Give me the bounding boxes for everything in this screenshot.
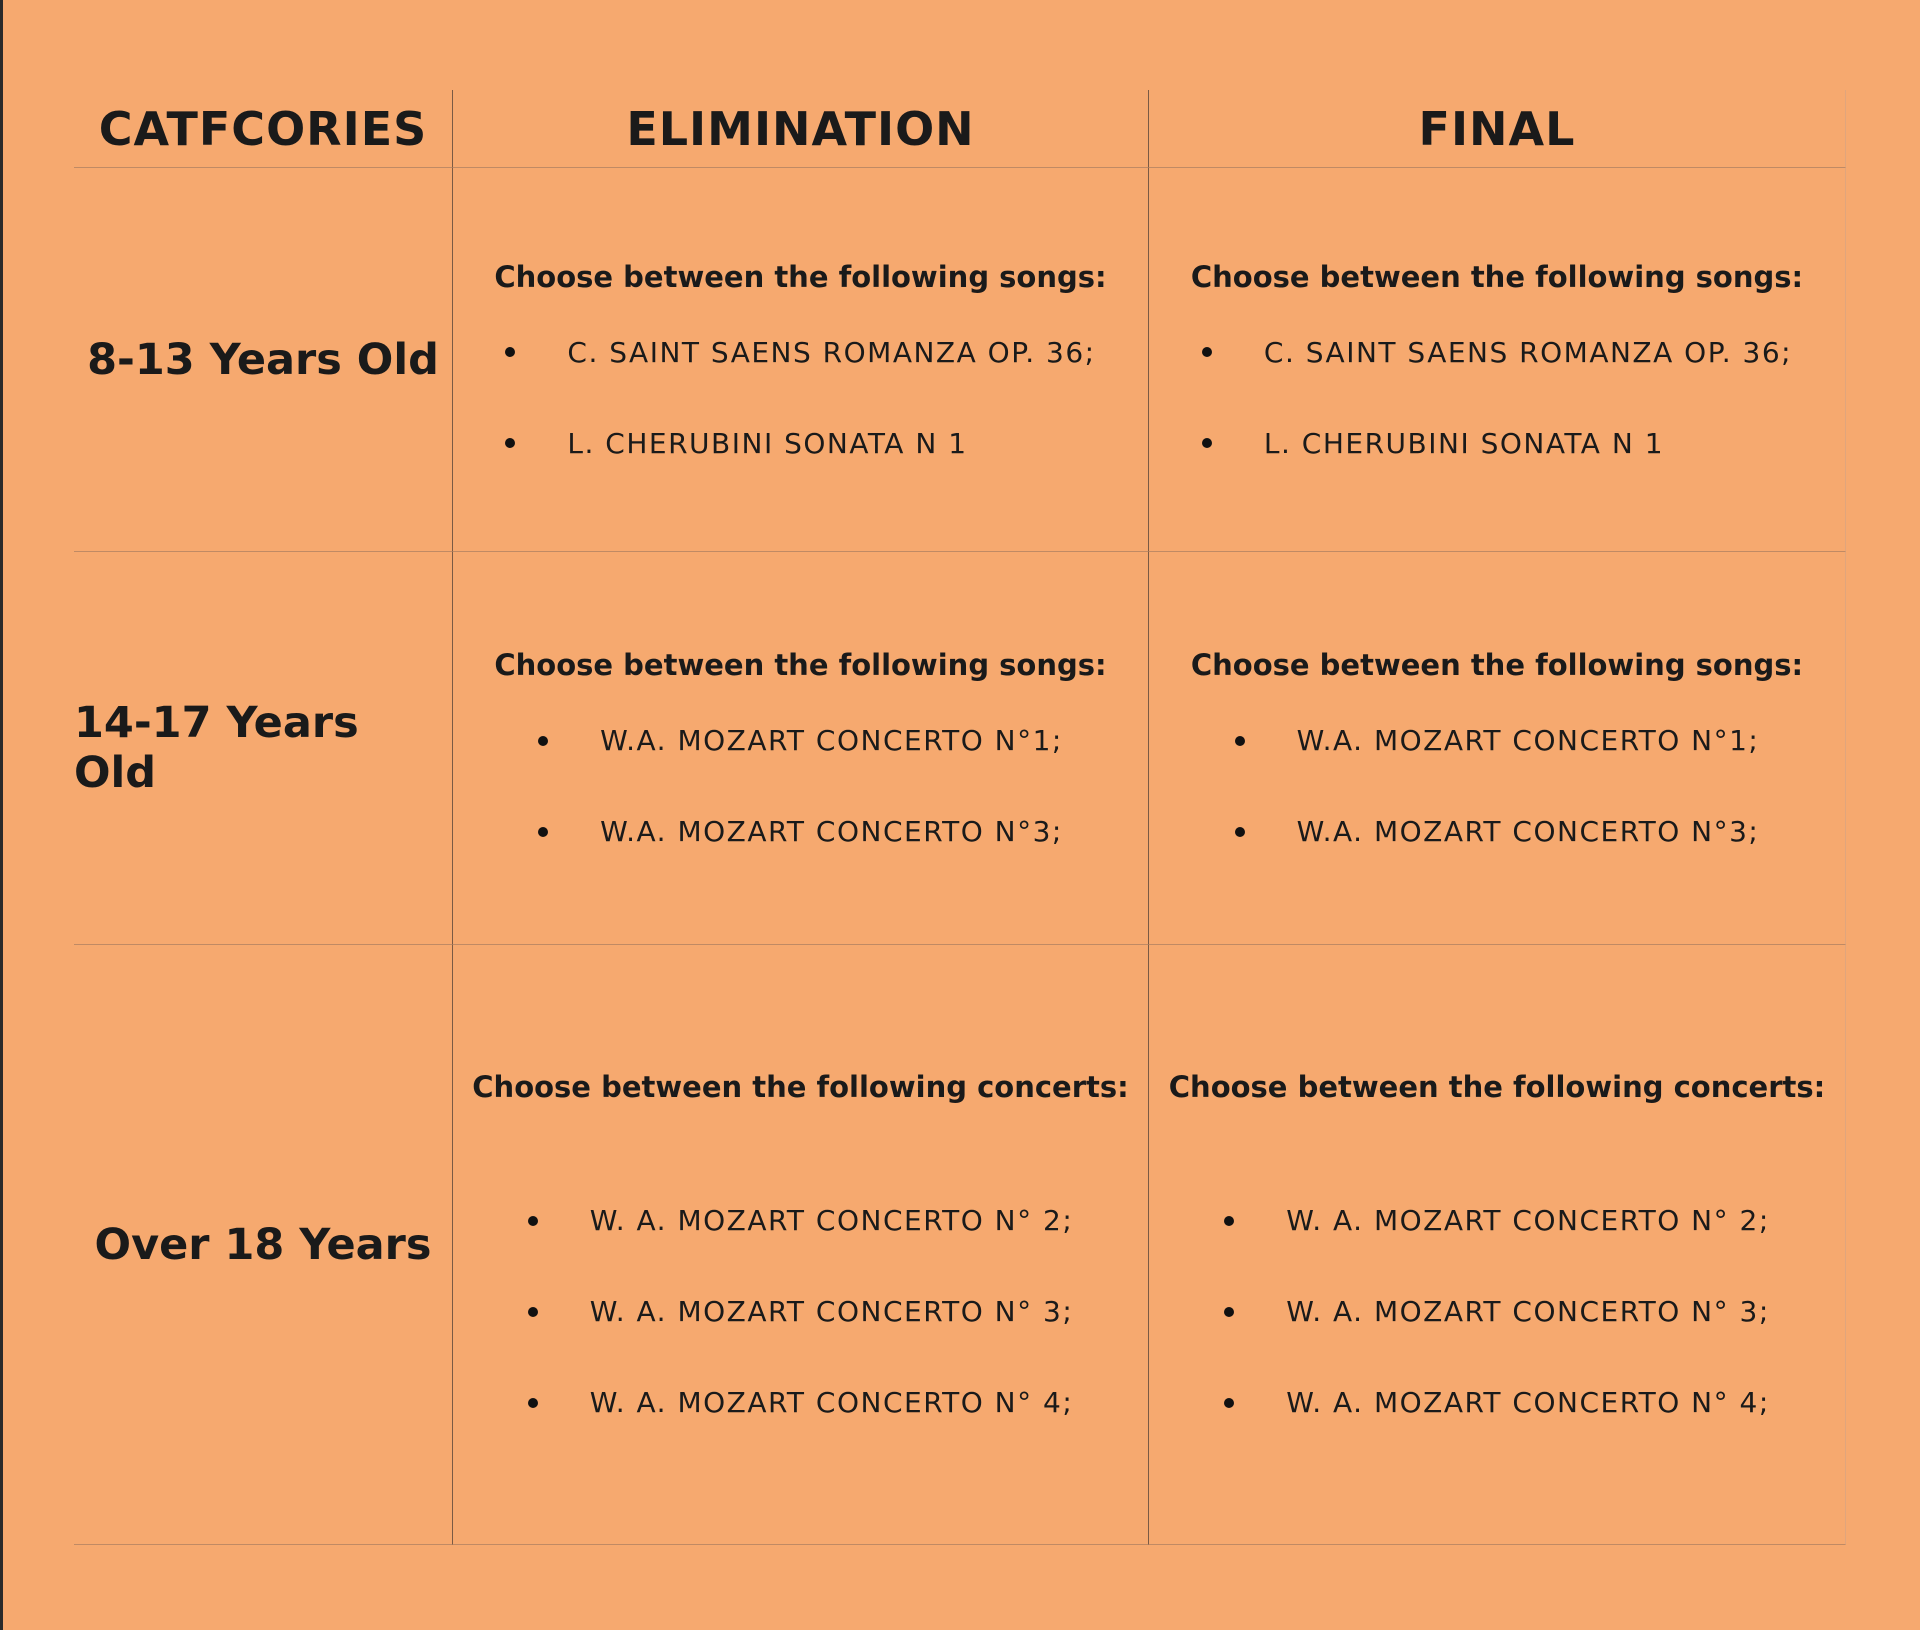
final-intro: Choose between the following concerts: [1168, 1070, 1826, 1104]
concert-list [1224, 1204, 1770, 1419]
song-item [1202, 427, 1792, 460]
bullet-icon [1235, 736, 1245, 746]
final-cell [1149, 552, 1846, 945]
song-item [505, 336, 1095, 369]
elimination-cell [453, 945, 1149, 1545]
bullet-icon [528, 1398, 538, 1408]
header-final [1149, 90, 1846, 168]
song-title: W.A. MOZART CONCERTO N°1; [1296, 724, 1760, 757]
song-title: C. SAINT SAENS ROMANZA OP. 36; [567, 335, 1096, 369]
song-list [538, 724, 1063, 848]
elimination-intro: Choose between the following songs: [494, 648, 1107, 682]
song-title: L. CHERUBINI SONATA N 1 [567, 426, 968, 460]
bullet-icon [1202, 438, 1212, 448]
bullet-icon [528, 1307, 538, 1317]
concert-list [528, 1204, 1074, 1419]
song-item [505, 427, 1095, 460]
song-item [1235, 724, 1760, 757]
concert-item [1224, 1204, 1770, 1237]
elimination-cell [453, 552, 1149, 945]
song-list [1235, 724, 1760, 848]
header-categories-label: CATFCORIES [98, 101, 428, 156]
bullet-icon [1202, 347, 1212, 357]
bullet-icon [538, 736, 548, 746]
concert-title: W. A. MOZART CONCERTO N° 4; [1286, 1386, 1770, 1419]
elimination-intro: Choose between the following concerts: [472, 1070, 1129, 1104]
song-list [505, 336, 1095, 460]
bullet-icon [505, 438, 515, 448]
category-cell [74, 168, 453, 552]
concert-title: W. A. MOZART CONCERTO N° 2; [589, 1204, 1074, 1237]
header-final-label: FINAL [1418, 101, 1576, 156]
song-item [1202, 336, 1792, 369]
category-label: 8-13 Years Old [87, 334, 439, 385]
elimination-intro: Choose between the following songs: [494, 259, 1107, 294]
song-title: W.A. MOZART CONCERTO N°3; [1296, 815, 1760, 848]
song-item [538, 724, 1063, 757]
bullet-icon [1224, 1307, 1234, 1317]
song-title: W.A. MOZART CONCERTO N°1; [600, 724, 1063, 757]
final-cell [1149, 945, 1846, 1545]
concert-item [1224, 1295, 1770, 1328]
category-label: 14-17 Years Old [74, 698, 359, 798]
bullet-icon [1235, 827, 1245, 837]
category-cell [74, 552, 453, 945]
concert-title: W. A. MOZART CONCERTO N° 4; [589, 1386, 1074, 1419]
header-elimination [453, 90, 1149, 168]
song-list [1202, 336, 1792, 460]
song-title: L. CHERUBINI SONATA N 1 [1263, 426, 1665, 460]
concert-item [528, 1386, 1074, 1419]
category-label: Over 18 Years [94, 1219, 432, 1270]
competition-table [74, 90, 1846, 1545]
concert-title: W. A. MOZART CONCERTO N° 2; [1286, 1204, 1770, 1237]
bullet-icon [528, 1216, 538, 1226]
header-categories [74, 90, 453, 168]
concert-title: W. A. MOZART CONCERTO N° 3; [589, 1295, 1074, 1328]
concert-item [1224, 1386, 1770, 1419]
final-cell [1149, 168, 1846, 552]
bullet-icon [1224, 1216, 1234, 1226]
song-item [1235, 815, 1760, 848]
bullet-icon [505, 347, 515, 357]
song-title: C. SAINT SAENS ROMANZA OP. 36; [1263, 335, 1793, 369]
bullet-icon [1224, 1398, 1234, 1408]
left-edge-border [0, 0, 3, 1630]
final-intro: Choose between the following songs: [1190, 259, 1804, 294]
final-intro: Choose between the following songs: [1190, 648, 1804, 682]
concert-title: W. A. MOZART CONCERTO N° 3; [1286, 1295, 1770, 1328]
elimination-cell [453, 168, 1149, 552]
bullet-icon [538, 827, 548, 837]
concert-item [528, 1204, 1074, 1237]
concert-item [528, 1295, 1074, 1328]
song-item [538, 815, 1063, 848]
song-title: W.A. MOZART CONCERTO N°3; [600, 815, 1063, 848]
category-cell [74, 945, 453, 1545]
header-elimination-label: ELIMINATION [626, 101, 975, 156]
